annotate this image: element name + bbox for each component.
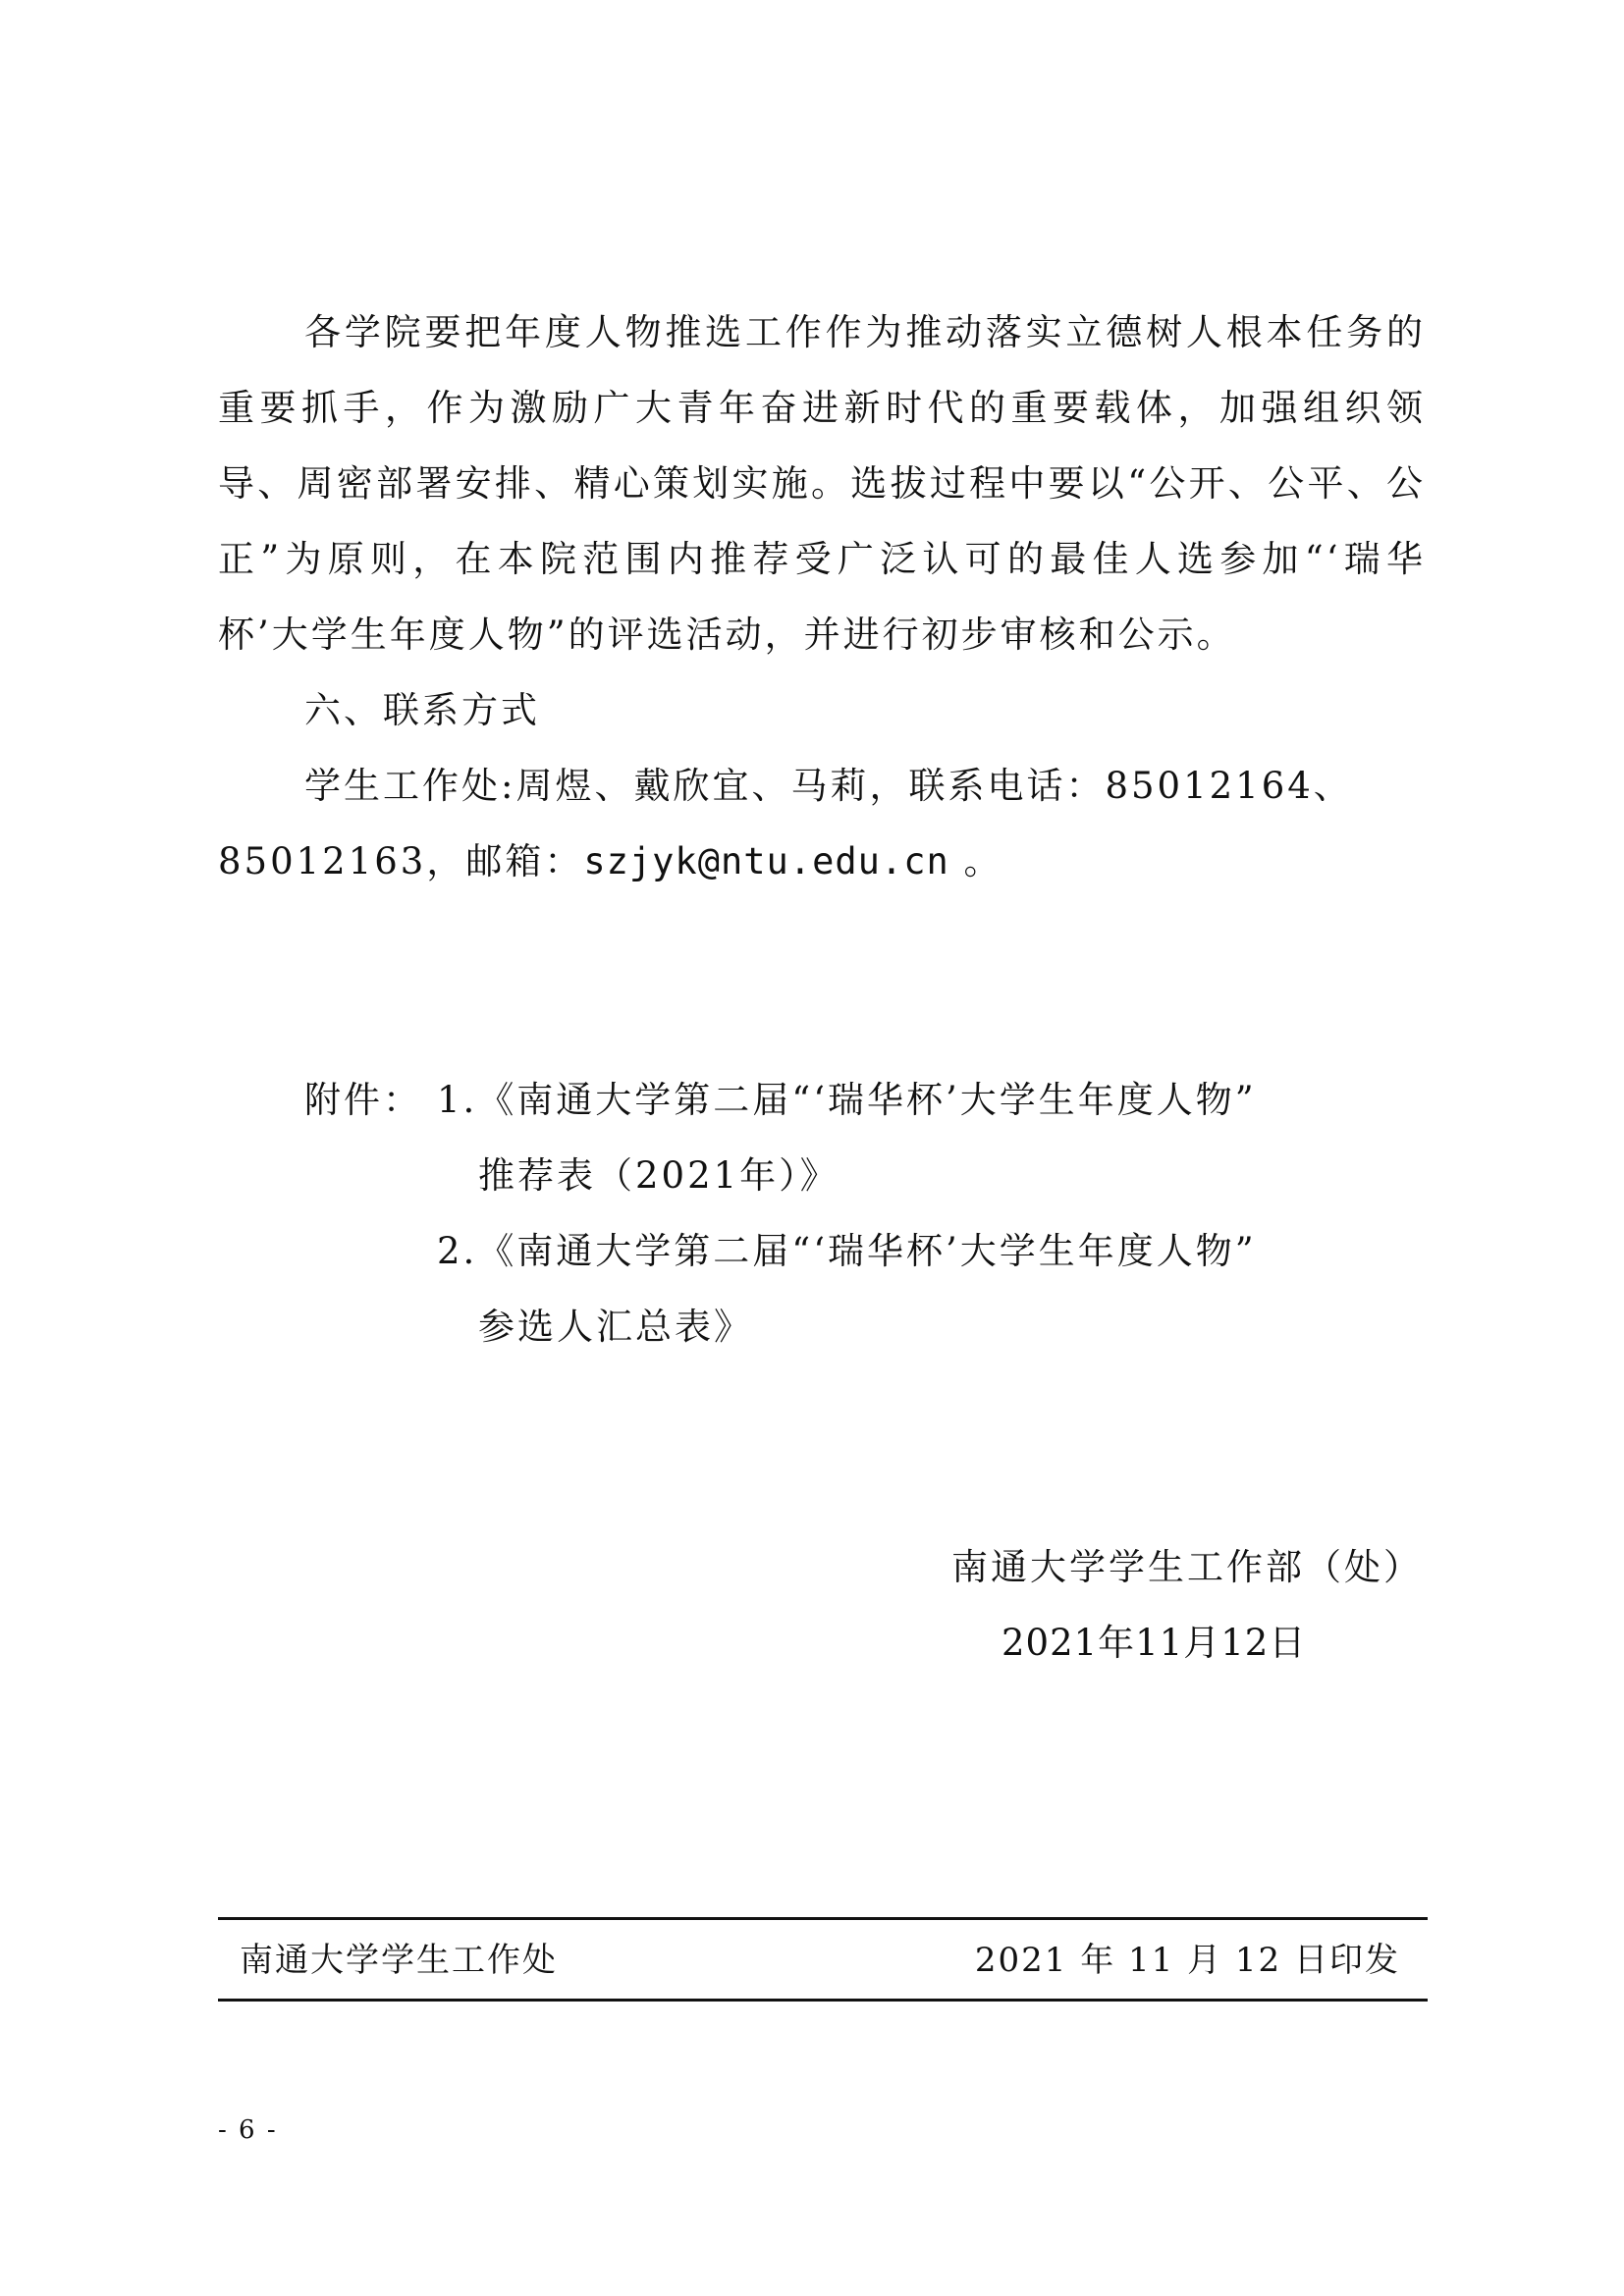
signature-date: 2021年11月12日 — [1001, 1622, 1307, 1664]
attachment-number: 1. — [437, 1079, 478, 1121]
contact-email: szjyk@ntu.edu.cn — [583, 840, 949, 882]
document-body — [218, 294, 1426, 899]
footer-issuer: 南通大学学生工作处 — [240, 1941, 558, 1980]
section-heading-contact: 六、联系方式 — [304, 689, 540, 731]
attachment-title-cont: 推荐表（2021年）》 — [478, 1154, 839, 1197]
main-paragraph: 各学院要把年度人物推选工作作为推动落实立德树人根本任务的重要抓手，作为激励广大青年奋进新时代的重要载体，加强组织领导、周密部署安排、精心策划实施。选拔过程中要以“公开、公平、公正”为原则，在本院范围内推荐受广泛认可的最佳人选参加“‘瑞华杯’大学生年度人物”的评选活动，并进行初步审核和公示。 — [218, 311, 1426, 656]
signature-org: 南通大学学生工作部（处） — [951, 1546, 1423, 1588]
attachment-number: 2. — [437, 1230, 478, 1272]
attachment-title: 《南通大学第二届“‘瑞华杯’大学生年度人物” — [477, 1230, 1257, 1272]
attachment-title-cont: 参选人汇总表》 — [478, 1306, 753, 1348]
attachment-item — [304, 1213, 1424, 1364]
attachment-item — [304, 1062, 1424, 1213]
attachment-title: 《南通大学第二届“‘瑞华杯’大学生年度人物” — [477, 1079, 1257, 1121]
attachments-list — [304, 1062, 1424, 1364]
contact-end: 。 — [948, 840, 1003, 882]
issue-footer — [218, 1917, 1428, 2002]
page-number: - 6 - — [218, 2115, 278, 2145]
contact-text: 学生工作处:周煜、戴欣宜、马莉，联系电话：85012164、85012163，邮箱： — [218, 765, 1353, 882]
contact-paragraph — [218, 748, 1426, 899]
attachments-label: 附件： — [304, 1079, 422, 1121]
footer-issue-date: 2021 年 11 月 12 日印发 — [974, 1941, 1400, 1980]
